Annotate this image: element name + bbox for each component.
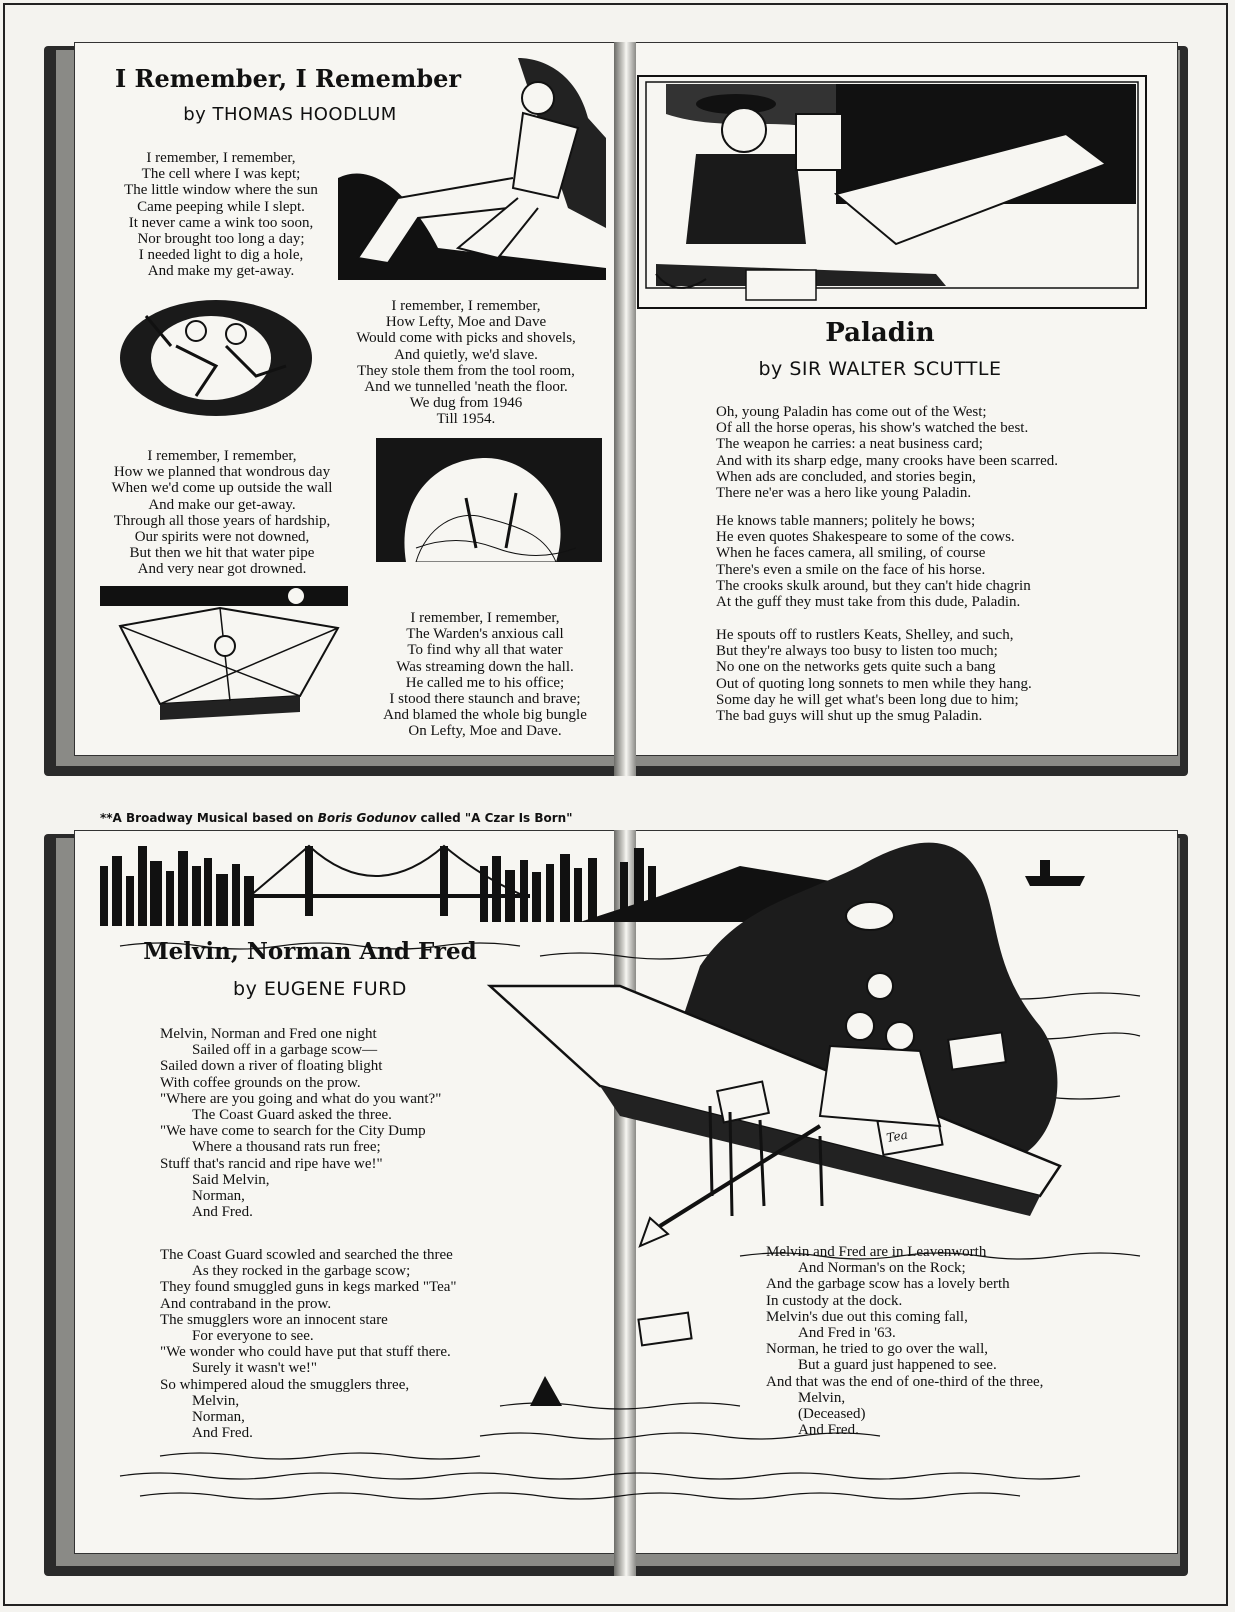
- poem-line: (Deceased): [798, 1406, 866, 1423]
- poem-line: Was streaming down the hall.: [396, 658, 574, 675]
- poem-line: Surely it wasn't we!": [192, 1360, 318, 1377]
- poem-line: Melvin,: [192, 1392, 240, 1409]
- poem-line: In custody at the dock.: [766, 1292, 903, 1309]
- poem-byline: by SIR WALTER SCUTTLE: [758, 358, 1002, 380]
- poem-line: Sailed off in a garbage scow—: [192, 1042, 378, 1059]
- poem-title: I Remember, I Remember: [114, 64, 462, 93]
- poem-line: When he faces camera, all smiling, of course: [716, 545, 986, 562]
- poem-line: But a guard just happened to see.: [798, 1357, 997, 1374]
- poem-line: And contraband in the prow.: [160, 1295, 332, 1312]
- book-spine: [614, 42, 636, 776]
- prison-fortress-illustration: [100, 586, 348, 720]
- poem-line: How Lefty, Moe and Dave: [385, 314, 547, 331]
- poem-line: And Fred.: [192, 1425, 253, 1442]
- water-pipe-illustration: [376, 438, 602, 562]
- poem-line: The weapon he carries: a neat business card;: [716, 436, 983, 453]
- poem-stanza-1: [716, 404, 1058, 501]
- poem-line: He called me to his office;: [405, 674, 565, 691]
- poem-stanza-4: [360, 610, 610, 740]
- poem-line: He knows table manners; politely he bows;: [716, 513, 976, 529]
- poem-line: We dug from 1946: [409, 395, 523, 412]
- poem-line: The bad guys will shut up the smug Paladin.: [716, 708, 983, 725]
- poem-line: It never came a wink too soon,: [128, 214, 314, 231]
- poem-line: And the garbage scow has a lovely berth: [766, 1276, 1010, 1293]
- poem-line: For everyone to see.: [192, 1328, 314, 1345]
- poem-line: And we tunnelled 'neath the floor.: [364, 379, 568, 396]
- poem-line: Norman, he tried to go over the wall,: [766, 1341, 989, 1358]
- poem-line: Where a thousand rats run free;: [192, 1139, 381, 1156]
- poem-line: "Where are you going and what do you want?": [160, 1090, 442, 1107]
- poem-line: Would come with picks and shovels,: [356, 330, 576, 347]
- poem-line: The little window where the sun: [124, 182, 318, 199]
- poem-line: Came peeping while I slept.: [137, 198, 305, 215]
- poem-line: When we'd come up outside the wall: [111, 480, 333, 497]
- poem-line: Melvin's due out this coming fall,: [766, 1308, 968, 1325]
- poem-line: Melvin and Fred are in Leavenworth: [766, 1244, 987, 1260]
- poem-line: "We wonder who could have put that stuff there.: [160, 1344, 451, 1361]
- poem-line: On Lefty, Moe and Dave.: [408, 723, 562, 740]
- diggers-illustration: [116, 296, 316, 420]
- poem-line: But they're always too busy to listen too much;: [716, 643, 998, 660]
- poem-line: When ads are concluded, and stories begin,: [716, 468, 976, 485]
- poem-line: Oh, young Paladin has come out of the West;: [716, 404, 987, 420]
- poem-line: The cell where I was kept;: [141, 166, 301, 183]
- poem-line: I stood there staunch and brave;: [389, 691, 581, 708]
- poem-stanza-1: [96, 150, 346, 280]
- poem-stanza-3: [716, 627, 1032, 724]
- poem-stanza-3: [92, 448, 352, 578]
- poem-line: The Warden's anxious call: [406, 626, 564, 643]
- poem-line: And very near got drowned.: [137, 561, 307, 578]
- poem-line: Stuff that's rancid and ripe have we!": [160, 1155, 383, 1172]
- poem-stanza-3: [766, 1244, 1043, 1438]
- poem-line: The crooks skulk around, but they can't hide chagrin: [716, 577, 1031, 594]
- poem-line: I remember, I remember,: [147, 448, 297, 464]
- poem-line: At the guff they must take from this dude, Paladin.: [716, 594, 1021, 611]
- poem-line: Our spirits were not downed,: [134, 529, 310, 546]
- poem-line: And with its sharp edge, many crooks have been scarred.: [716, 452, 1058, 469]
- poem-title: Paladin: [825, 318, 935, 348]
- poem-stanza-2: [716, 513, 1031, 610]
- poem-line: There's even a smile on the face of his horse.: [716, 561, 986, 578]
- poem-line: And make my get-away.: [147, 263, 295, 280]
- poem-stanza-2: [335, 298, 597, 428]
- poem-line: And that was the end of one-third of the three,: [766, 1373, 1044, 1390]
- poem-line: I remember, I remember,: [146, 150, 296, 166]
- poem-line: The smugglers wore an innocent stare: [160, 1311, 388, 1328]
- poem-line: And quietly, we'd slave.: [394, 346, 538, 363]
- poem-line: Melvin, Norman and Fred one night: [160, 1026, 377, 1042]
- poem-line: Norman,: [192, 1409, 245, 1426]
- poem-line: Norman,: [192, 1188, 245, 1205]
- poem-line: As they rocked in the garbage scow;: [192, 1263, 411, 1280]
- poem-line: They found smuggled guns in kegs marked "Tea": [160, 1279, 457, 1296]
- poem-line: And Fred.: [192, 1204, 253, 1221]
- poem-title: Melvin, Norman And Fred: [143, 938, 477, 965]
- poem-line: Said Melvin,: [192, 1171, 270, 1188]
- poem-byline: by EUGENE FURD: [233, 978, 407, 1000]
- poem-line: So whimpered aloud the smugglers three,: [160, 1376, 410, 1393]
- poem-stanza-2: [160, 1247, 457, 1441]
- poem-line: Of all the horse operas, his show's watched the best.: [716, 420, 1029, 437]
- poem-line: Through all those years of hardship,: [113, 512, 331, 529]
- footnote: **A Broadway Musical based on Boris Godunov called "A Czar Is Born": [100, 811, 573, 825]
- poem-line: Some day he will get what's been long due to him;: [716, 691, 1019, 708]
- poem-line: And make our get-away.: [148, 496, 296, 513]
- poem-line: I remember, I remember,: [410, 610, 560, 626]
- poem-line: How we planned that wondrous day: [113, 464, 331, 481]
- poem-line: The Coast Guard scowled and searched the three: [160, 1247, 453, 1263]
- poem-line: The Coast Guard asked the three.: [192, 1107, 392, 1124]
- poem-line: I remember, I remember,: [391, 298, 541, 314]
- poem-line: He even quotes Shakespeare to some of the cows.: [716, 529, 1015, 546]
- poem-stanza-1: [160, 1026, 441, 1220]
- poem-line: No one on the networks gets quite such a bang: [716, 659, 996, 676]
- poem-line: And Fred in '63.: [798, 1325, 896, 1342]
- paladin-reading-illustration: [636, 74, 1148, 310]
- poem-line: Sailed down a river of floating blight: [160, 1058, 383, 1075]
- poem-line: But then we hit that water pipe: [129, 545, 315, 562]
- crate-label: Tea: [885, 1127, 909, 1146]
- poem-line: I needed light to dig a hole,: [138, 247, 304, 264]
- poem-line: There ne'er was a hero like young Paladin.: [716, 485, 972, 502]
- poem-line: They stole them from the tool room,: [357, 362, 575, 379]
- poem-line: And blamed the whole big bungle: [383, 707, 587, 724]
- poem-line: And Fred.: [798, 1422, 859, 1439]
- poem-line: "We have come to search for the City Dump: [160, 1123, 426, 1140]
- poem-line: Nor brought too long a day;: [137, 231, 305, 248]
- poem-line: He spouts off to rustlers Keats, Shelley, and such,: [716, 627, 1014, 643]
- poem-line: Out of quoting long sonnets to men while they hang.: [716, 675, 1032, 692]
- poem-line: Melvin,: [798, 1389, 846, 1406]
- poem-line: Till 1954.: [436, 411, 496, 428]
- poem-line: To find why all that water: [407, 642, 563, 659]
- poem-line: And Norman's on the Rock;: [798, 1260, 966, 1277]
- poem-byline: by THOMAS HOODLUM: [183, 104, 397, 125]
- poem-line: With coffee grounds on the prow.: [160, 1074, 361, 1091]
- prisoner-sitting-illustration: [338, 58, 606, 280]
